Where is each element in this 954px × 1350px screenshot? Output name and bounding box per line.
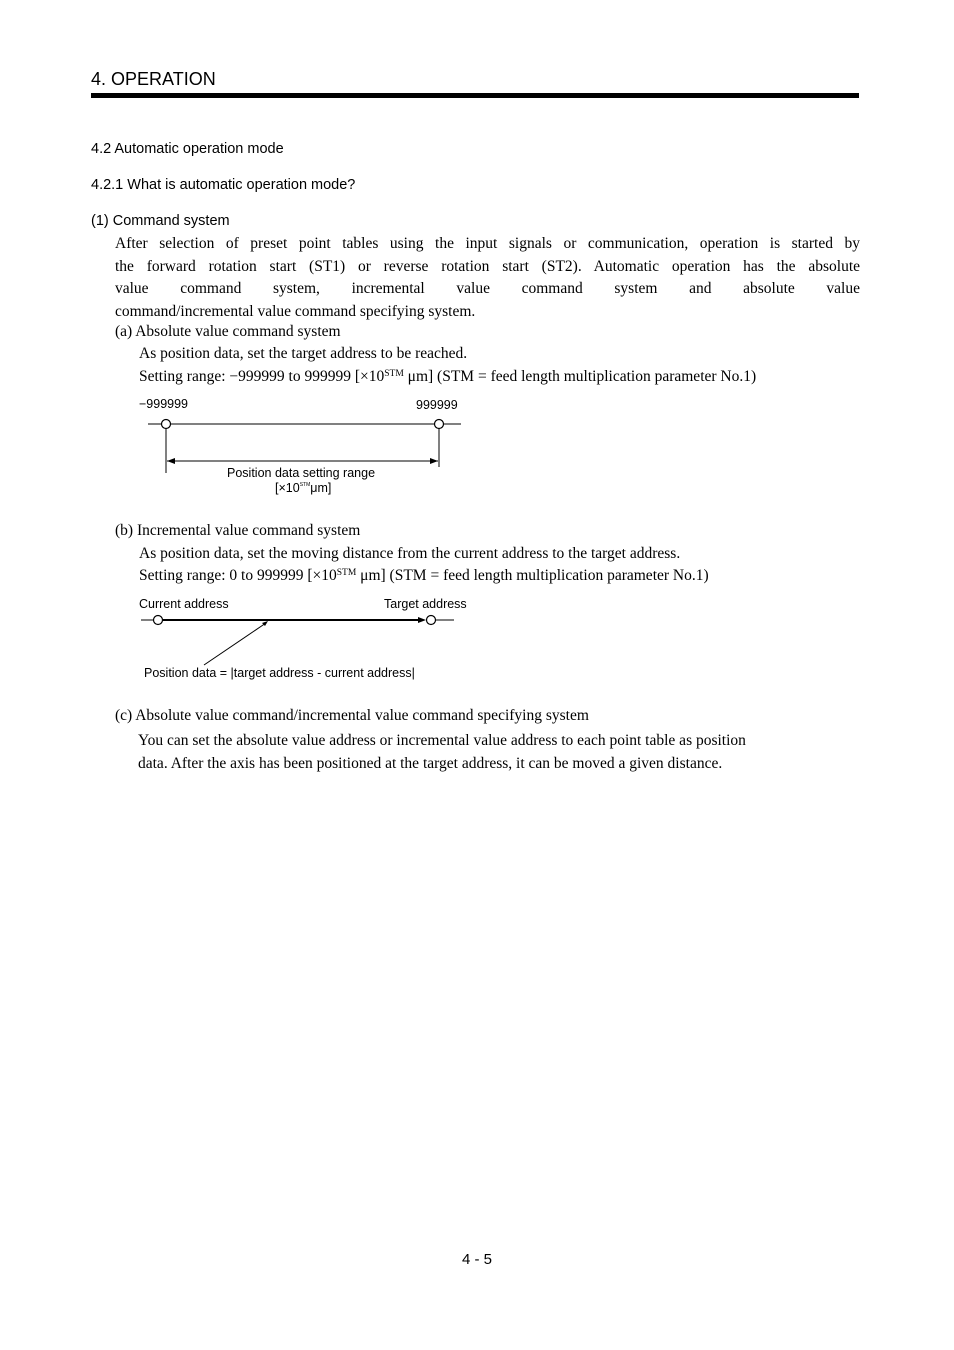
unit-suffix: μm] bbox=[310, 481, 332, 495]
incremental-heading: (b) Incremental value command system bbox=[115, 522, 361, 539]
chapter-title: 4. OPERATION bbox=[91, 69, 216, 89]
movement-arrowhead bbox=[418, 617, 426, 623]
specifying-heading: (c) Absolute value command/incremental value command specifying system bbox=[115, 707, 589, 724]
range-label: Position data setting range bbox=[227, 466, 376, 480]
page-number: 4 - 5 bbox=[461, 1251, 492, 1268]
absolute-description: As position data, set the target address to be reached. bbox=[139, 345, 468, 362]
range-superscript: STM bbox=[336, 568, 357, 578]
range-suffix: μm] (STM = feed length multiplication parameter No.1) bbox=[356, 567, 709, 584]
unit-prefix: [×10 bbox=[275, 481, 300, 495]
intro-line: command/incremental value command specifying system. bbox=[115, 302, 476, 320]
target-address-label: Target address bbox=[384, 597, 467, 611]
position-data-formula-label: Position data = |target address - current address| bbox=[144, 666, 415, 680]
range-prefix: Setting range: −999999 to 999999 [×10 bbox=[139, 368, 385, 385]
intro-line: After selection of preset point tables using the input signals or communication, operation is started by bbox=[115, 235, 860, 252]
specifying-line: You can set the absolute value address or incremental value address to each point table as position bbox=[138, 732, 746, 749]
current-address-marker bbox=[154, 616, 163, 625]
max-value-label: 999999 bbox=[416, 398, 458, 412]
range-superscript: STM bbox=[384, 369, 404, 379]
incremental-description: As position data, set the moving distance from the current address to the target address. bbox=[139, 545, 681, 562]
unit-superscript: STM bbox=[299, 482, 311, 488]
intro-line: the forward rotation start (ST1) or reverse rotation start (ST2). Automatic operation has the absolute bbox=[115, 257, 860, 275]
intro-line: value command system, incremental value command system and absolute value bbox=[115, 280, 860, 297]
specifying-line: data. After the axis has been positioned at the target address, it can be moved a given distance. bbox=[138, 754, 723, 772]
absolute-heading: (a) Absolute value command system bbox=[115, 323, 341, 340]
min-value-label: −999999 bbox=[139, 397, 189, 411]
item-heading: (1) Command system bbox=[91, 213, 230, 229]
target-address-marker bbox=[427, 616, 436, 625]
current-address-label: Current address bbox=[139, 597, 229, 611]
subsection-heading: 4.2.1 What is automatic operation mode? bbox=[91, 177, 356, 193]
specifying-paragraph bbox=[138, 730, 861, 775]
range-prefix: Setting range: 0 to 999999 [×10 bbox=[139, 567, 337, 584]
range-suffix: μm] (STM = feed length multiplication parameter No.1) bbox=[403, 368, 757, 385]
formula-leader-line bbox=[204, 623, 266, 665]
section-heading: 4.2 Automatic operation mode bbox=[91, 141, 284, 157]
